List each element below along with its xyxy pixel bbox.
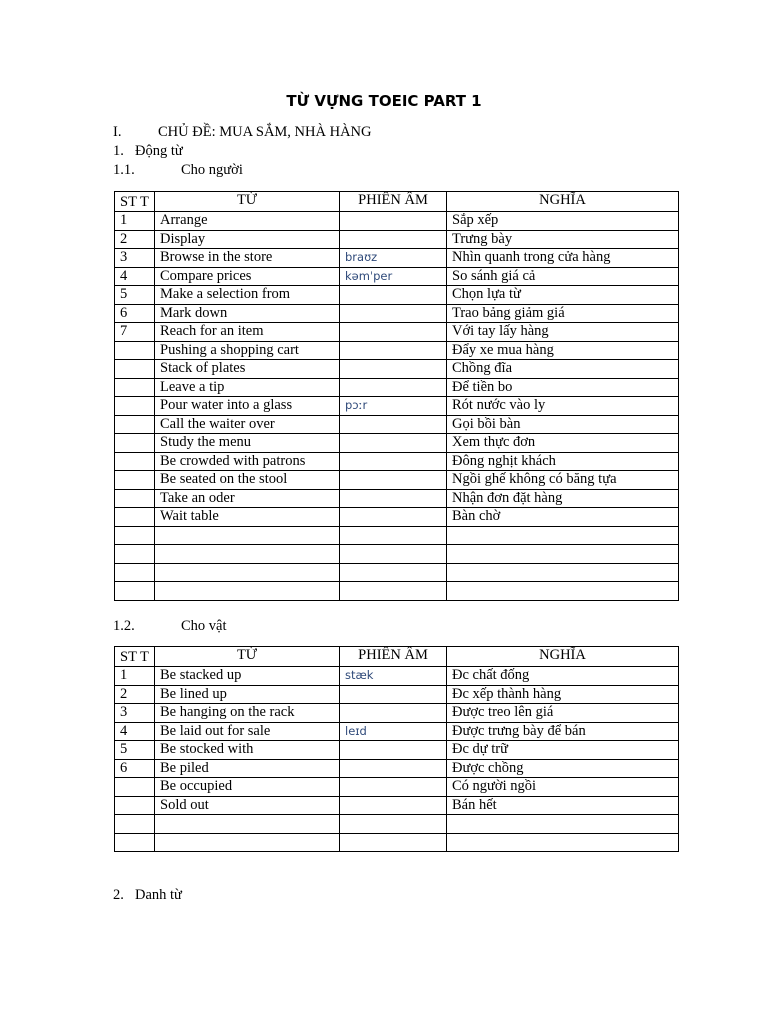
cell-word: Be stocked with xyxy=(155,741,340,760)
cell-pronunciation xyxy=(340,759,447,778)
cell-pronunciation xyxy=(340,378,447,397)
cell-pronunciation xyxy=(340,323,447,342)
page-title: TỪ VỰNG TOEIC PART 1 xyxy=(286,92,482,110)
section-number: I. xyxy=(113,124,122,140)
table-row xyxy=(115,741,679,760)
table-row xyxy=(115,526,679,545)
table-row xyxy=(115,722,679,741)
subsection-for-things-number: 1.2. xyxy=(113,618,135,634)
cell-stt: 3 xyxy=(115,249,155,268)
table-row xyxy=(115,212,679,231)
cell-word: Be crowded with patrons xyxy=(155,452,340,471)
cell-meaning: Nhìn quanh trong cửa hàng xyxy=(447,249,679,268)
cell-meaning: Nhận đơn đặt hàng xyxy=(447,489,679,508)
table-row xyxy=(115,230,679,249)
cell-stt: 4 xyxy=(115,722,155,741)
table-row xyxy=(115,759,679,778)
cell-pronunciation xyxy=(340,434,447,453)
cell-meaning xyxy=(447,563,679,582)
subsection-nouns-label: Danh từ xyxy=(135,887,182,903)
table-row xyxy=(115,360,679,379)
table-row xyxy=(115,796,679,815)
cell-meaning: Gọi bồi bàn xyxy=(447,415,679,434)
table-row xyxy=(115,508,679,527)
cell-stt xyxy=(115,815,155,834)
cell-word: Be laid out for sale xyxy=(155,722,340,741)
table-row xyxy=(115,545,679,564)
cell-pronunciation xyxy=(340,563,447,582)
cell-stt xyxy=(115,452,155,471)
cell-word: Make a selection from xyxy=(155,286,340,305)
cell-word: Pushing a shopping cart xyxy=(155,341,340,360)
cell-word xyxy=(155,815,340,834)
cell-pronunciation: braʊz xyxy=(340,249,447,268)
cell-pronunciation xyxy=(340,360,447,379)
cell-pronunciation xyxy=(340,685,447,704)
table-header-row xyxy=(115,647,679,667)
cell-pronunciation xyxy=(340,471,447,490)
cell-meaning xyxy=(447,815,679,834)
cell-word: Be lined up xyxy=(155,685,340,704)
cell-stt xyxy=(115,582,155,601)
header-nghia: NGHĨA xyxy=(447,192,679,212)
cell-stt: 2 xyxy=(115,230,155,249)
cell-pronunciation xyxy=(340,796,447,815)
header-phien-am: PHIÊN ÂM xyxy=(340,647,447,667)
vocab-table-things xyxy=(114,646,679,852)
subsection-for-things xyxy=(113,618,227,635)
cell-word: Be hanging on the rack xyxy=(155,704,340,723)
table-row xyxy=(115,415,679,434)
cell-meaning: Sắp xếp xyxy=(447,212,679,231)
cell-meaning: Ngồi ghế không có băng tựa xyxy=(447,471,679,490)
cell-meaning: Chọn lựa từ xyxy=(447,286,679,305)
cell-pronunciation xyxy=(340,704,447,723)
cell-word: Be seated on the stool xyxy=(155,471,340,490)
cell-pronunciation xyxy=(340,452,447,471)
header-stt: ST T xyxy=(115,192,155,212)
cell-meaning xyxy=(447,582,679,601)
cell-meaning: Đẩy xe mua hàng xyxy=(447,341,679,360)
cell-word xyxy=(155,545,340,564)
cell-word: Pour water into a glass xyxy=(155,397,340,416)
table-row xyxy=(115,833,679,852)
subsection-verbs xyxy=(113,143,183,160)
cell-meaning: Rót nước vào ly xyxy=(447,397,679,416)
subsection-for-things-label: Cho vật xyxy=(181,618,227,634)
table-row xyxy=(115,815,679,834)
cell-pronunciation xyxy=(340,545,447,564)
subsection-verbs-number: 1. xyxy=(113,143,124,159)
cell-pronunciation xyxy=(340,508,447,527)
cell-meaning: Xem thực đơn xyxy=(447,434,679,453)
cell-word: Stack of plates xyxy=(155,360,340,379)
cell-word: Leave a tip xyxy=(155,378,340,397)
cell-stt xyxy=(115,796,155,815)
table-row xyxy=(115,397,679,416)
cell-stt xyxy=(115,563,155,582)
cell-pronunciation: stæk xyxy=(340,667,447,686)
cell-stt: 5 xyxy=(115,286,155,305)
cell-word: Be piled xyxy=(155,759,340,778)
cell-word xyxy=(155,833,340,852)
cell-stt xyxy=(115,526,155,545)
cell-meaning: Đc xếp thành hàng xyxy=(447,685,679,704)
cell-stt xyxy=(115,415,155,434)
cell-meaning: Đông nghịt khách xyxy=(447,452,679,471)
cell-pronunciation xyxy=(340,415,447,434)
table-row xyxy=(115,304,679,323)
cell-word: Call the waiter over xyxy=(155,415,340,434)
cell-meaning: Được chồng xyxy=(447,759,679,778)
cell-meaning: Được treo lên giá xyxy=(447,704,679,723)
cell-meaning: Được trưng bày để bán xyxy=(447,722,679,741)
cell-stt xyxy=(115,489,155,508)
cell-stt xyxy=(115,378,155,397)
table-row xyxy=(115,563,679,582)
header-tu: TỪ xyxy=(155,647,340,667)
table-row xyxy=(115,471,679,490)
cell-meaning: Trưng bày xyxy=(447,230,679,249)
section-heading xyxy=(113,124,372,141)
subsection-nouns-number: 2. xyxy=(113,887,124,903)
cell-pronunciation xyxy=(340,815,447,834)
cell-word: Sold out xyxy=(155,796,340,815)
cell-meaning: So sánh giá cả xyxy=(447,267,679,286)
cell-stt xyxy=(115,397,155,416)
cell-word xyxy=(155,526,340,545)
cell-meaning: Có người ngồi xyxy=(447,778,679,797)
table-row xyxy=(115,685,679,704)
cell-stt: 3 xyxy=(115,704,155,723)
cell-stt xyxy=(115,360,155,379)
cell-pronunciation xyxy=(340,304,447,323)
header-nghia: NGHĨA xyxy=(447,647,679,667)
cell-stt xyxy=(115,434,155,453)
cell-pronunciation xyxy=(340,341,447,360)
cell-word: Mark down xyxy=(155,304,340,323)
table-row xyxy=(115,434,679,453)
cell-stt: 1 xyxy=(115,667,155,686)
table-row xyxy=(115,704,679,723)
cell-stt: 5 xyxy=(115,741,155,760)
cell-meaning: Đc chất đống xyxy=(447,667,679,686)
table-row xyxy=(115,267,679,286)
cell-stt xyxy=(115,545,155,564)
cell-pronunciation: kəmˈper xyxy=(340,267,447,286)
cell-pronunciation xyxy=(340,833,447,852)
subsection-nouns xyxy=(113,887,182,904)
table-header-row xyxy=(115,192,679,212)
cell-stt xyxy=(115,833,155,852)
cell-pronunciation xyxy=(340,230,447,249)
cell-word: Take an oder xyxy=(155,489,340,508)
cell-pronunciation xyxy=(340,212,447,231)
cell-word: Arrange xyxy=(155,212,340,231)
cell-word xyxy=(155,582,340,601)
cell-meaning xyxy=(447,526,679,545)
cell-word: Be occupied xyxy=(155,778,340,797)
cell-meaning: Bàn chờ xyxy=(447,508,679,527)
table-row xyxy=(115,667,679,686)
cell-meaning: Với tay lấy hàng xyxy=(447,323,679,342)
header-tu: TỪ xyxy=(155,192,340,212)
cell-stt: 7 xyxy=(115,323,155,342)
cell-word: Reach for an item xyxy=(155,323,340,342)
cell-word: Wait table xyxy=(155,508,340,527)
cell-stt xyxy=(115,508,155,527)
cell-pronunciation xyxy=(340,526,447,545)
cell-stt: 2 xyxy=(115,685,155,704)
cell-pronunciation: pɔːr xyxy=(340,397,447,416)
cell-pronunciation xyxy=(340,582,447,601)
cell-word: Browse in the store xyxy=(155,249,340,268)
table-row xyxy=(115,286,679,305)
table-row xyxy=(115,582,679,601)
subsection-for-people xyxy=(113,162,243,179)
cell-stt xyxy=(115,471,155,490)
header-stt: ST T xyxy=(115,647,155,667)
cell-meaning: Để tiền bo xyxy=(447,378,679,397)
cell-pronunciation xyxy=(340,741,447,760)
cell-pronunciation xyxy=(340,489,447,508)
table-row xyxy=(115,489,679,508)
cell-meaning: Đc dự trữ xyxy=(447,741,679,760)
table-row xyxy=(115,452,679,471)
cell-stt: 6 xyxy=(115,759,155,778)
subsection-for-people-label: Cho người xyxy=(181,162,243,178)
table-row xyxy=(115,323,679,342)
cell-word xyxy=(155,563,340,582)
cell-stt: 6 xyxy=(115,304,155,323)
cell-meaning: Chồng đĩa xyxy=(447,360,679,379)
table-row xyxy=(115,341,679,360)
table-row xyxy=(115,249,679,268)
cell-meaning xyxy=(447,545,679,564)
cell-pronunciation xyxy=(340,778,447,797)
header-phien-am: PHIÊN ÂM xyxy=(340,192,447,212)
subsection-verbs-label: Động từ xyxy=(135,143,183,159)
vocab-table-people xyxy=(114,191,679,601)
cell-meaning xyxy=(447,833,679,852)
table-row xyxy=(115,378,679,397)
cell-meaning: Bán hết xyxy=(447,796,679,815)
cell-meaning: Trao bảng giảm giá xyxy=(447,304,679,323)
subsection-for-people-number: 1.1. xyxy=(113,162,135,178)
cell-pronunciation xyxy=(340,286,447,305)
cell-stt xyxy=(115,341,155,360)
cell-stt: 1 xyxy=(115,212,155,231)
cell-pronunciation: leɪd xyxy=(340,722,447,741)
section-label: CHỦ ĐỀ: MUA SẮM, NHÀ HÀNG xyxy=(158,124,372,140)
cell-stt xyxy=(115,778,155,797)
cell-stt: 4 xyxy=(115,267,155,286)
cell-word: Compare prices xyxy=(155,267,340,286)
cell-word: Study the menu xyxy=(155,434,340,453)
cell-word: Be stacked up xyxy=(155,667,340,686)
cell-word: Display xyxy=(155,230,340,249)
table-row xyxy=(115,778,679,797)
